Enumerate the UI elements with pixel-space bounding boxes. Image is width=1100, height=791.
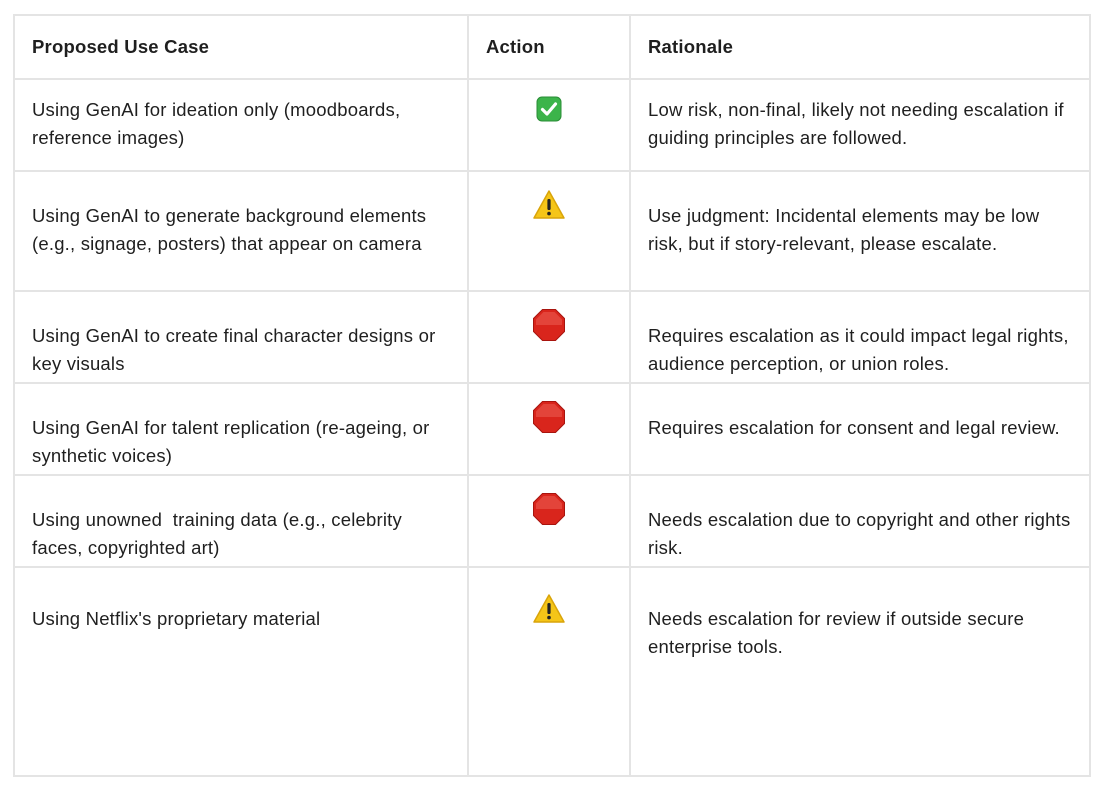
use-case-text: Using GenAI to create final character designs or key visuals (32, 325, 436, 374)
rationale-text: Requires escalation for consent and legal review. (648, 417, 1060, 438)
check-mark-icon (536, 96, 562, 122)
use-case-text: Using GenAI for ideation only (moodboards, reference images) (32, 99, 401, 148)
action-cell (467, 384, 629, 474)
action-cell (467, 476, 629, 566)
warning-icon (532, 592, 566, 626)
rationale-text: Use judgment: Incidental elements may be low risk, but if story-relevant, please escalate. (648, 205, 1040, 254)
use-case-table (13, 14, 1091, 777)
action-cell (467, 292, 629, 382)
warning-icon (532, 188, 566, 222)
rationale-cell (629, 292, 1089, 382)
rationale-text: Needs escalation due to copyright and other rights risk. (648, 509, 1071, 558)
use-case-cell (15, 568, 467, 775)
table-row (15, 292, 1089, 384)
use-case-cell (15, 80, 467, 170)
rationale-cell (629, 80, 1089, 170)
header-cell-rationale (629, 16, 1089, 78)
table-row (15, 568, 1089, 775)
table-row (15, 80, 1089, 172)
action-cell (467, 172, 629, 290)
use-case-cell (15, 292, 467, 382)
use-case-text: Using GenAI to generate background elements (e.g., signage, posters) that appear on camera (32, 205, 427, 254)
stop-sign-icon (532, 400, 566, 434)
table-header-row (15, 16, 1089, 80)
action-cell (467, 568, 629, 775)
header-cell-action (467, 16, 629, 78)
header-rationale: Rationale (648, 36, 734, 57)
use-case-text: Using GenAI for talent replication (re-ageing, or synthetic voices) (32, 417, 430, 466)
rationale-cell (629, 384, 1089, 474)
rationale-text: Low risk, non-final, likely not needing escalation if guiding principles are followed. (648, 99, 1064, 148)
rationale-text: Requires escalation as it could impact legal rights, audience perception, or union roles. (648, 325, 1069, 374)
use-case-cell (15, 384, 467, 474)
rationale-text: Needs escalation for review if outside secure enterprise tools. (648, 608, 1025, 657)
stop-sign-icon (532, 492, 566, 526)
header-action: Action (486, 36, 545, 57)
table-row (15, 476, 1089, 568)
rationale-cell (629, 476, 1089, 566)
header-cell-use-case (15, 16, 467, 78)
rationale-cell (629, 172, 1089, 290)
table-row (15, 384, 1089, 476)
use-case-cell (15, 172, 467, 290)
use-case-text: Using unowned training data (e.g., celebrity faces, copyrighted art) (32, 509, 408, 558)
rationale-cell (629, 568, 1089, 775)
action-cell (467, 80, 629, 170)
use-case-cell (15, 476, 467, 566)
stop-sign-icon (532, 308, 566, 342)
header-use-case: Proposed Use Case (32, 36, 210, 57)
use-case-text: Using Netflix's proprietary material (32, 608, 321, 629)
table-row (15, 172, 1089, 292)
